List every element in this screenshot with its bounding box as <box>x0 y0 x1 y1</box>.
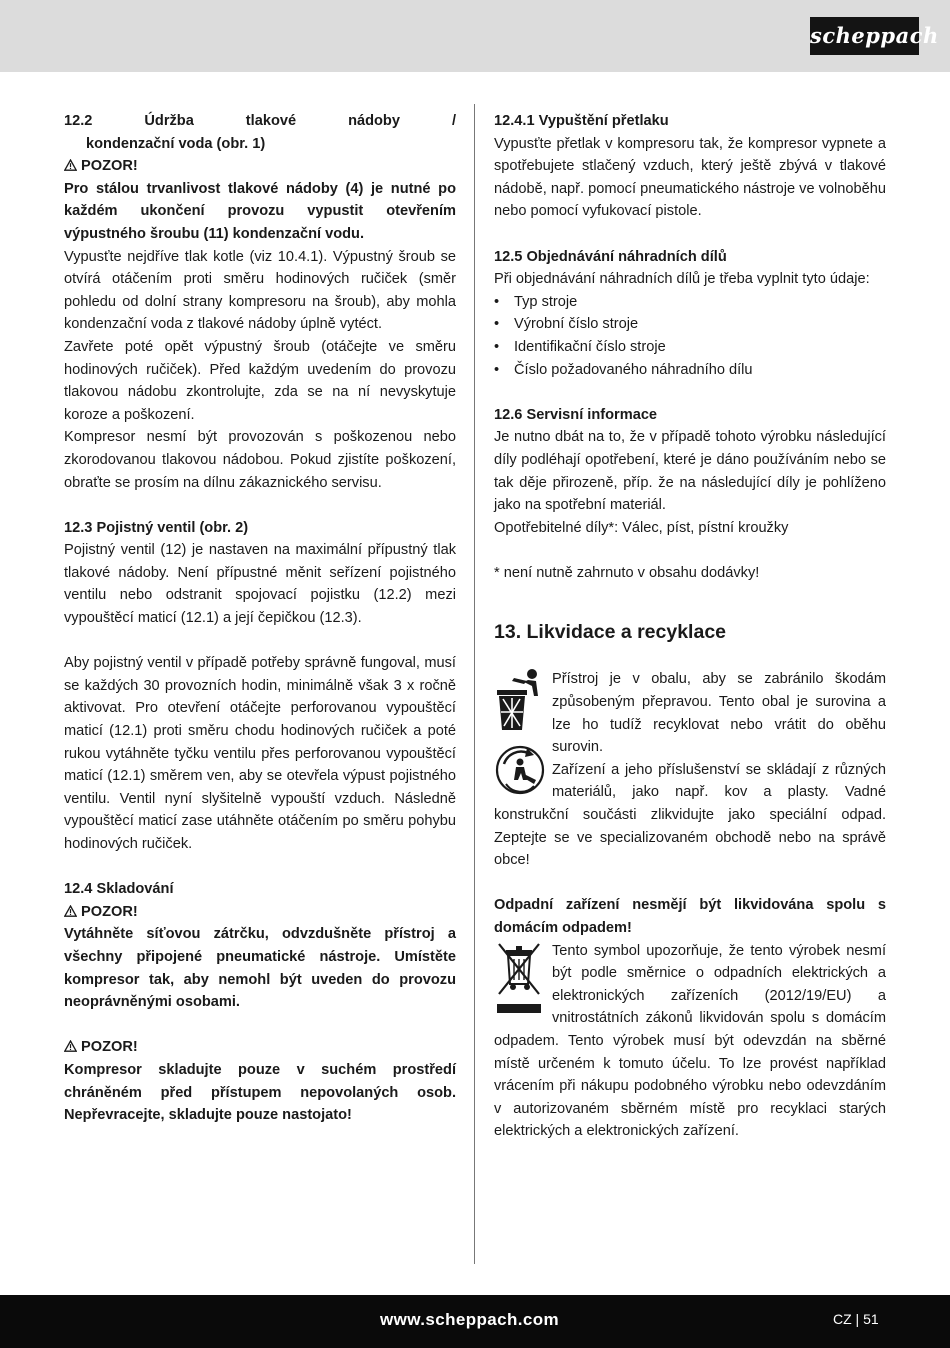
warning-icon <box>64 905 77 917</box>
paragraph: Aby pojistný ventil v případě potřeby správně fungoval, musí se každých 30 provozních hodin, minimálně však 3 x ročně aktivovat. Pro otevření otáčejte perforovanou vypouštěcí maticí (12.1) proti směru chodu hodinových ručiček a poté rukou vytáhněte tyčku ventilu přes perforovanou vypouštěcí maticí (12.1) směrem ven, aby se otevřela výpust pojistného ventilu. Ventil nyní slyšitelně vypouští vzduch. Následně vypouštěcí maticí zase utáhněte otáčením po směru pohybu hodinových ručiček. <box>64 655 456 852</box>
crossed-out-wheelie-bin-icon <box>494 940 544 1018</box>
list-item: • Výrobní číslo stroje <box>494 313 886 336</box>
paragraph: Zavřete poté opět výpustný šroub (otáčejte ve směru hodinových ručiček). Před každým uvedením do provozu tlakovou nádobu zkontrolujte, zda se na ní nevyskytuje koroze a poškození. <box>64 338 456 423</box>
warning-icon <box>64 159 77 171</box>
page-footer <box>0 1295 950 1348</box>
weee-symbol <box>494 940 552 1026</box>
paragraph: Při objednávání náhradních dílů je třeba vyplnit tyto údaje: <box>494 271 870 288</box>
paragraph: Opotřebitelné díly*: Válec, píst, pístní kroužky <box>494 519 789 536</box>
warning-3-text: Kompresor skladujte pouze v suchém prostředí chráněném před přístupem nepovolaných osob. Nepřevracejte, skladujte pouze nastojato! <box>64 1061 456 1124</box>
paragraph: Vypusťte přetlak v kompresoru tak, že kompresor vypnete a spotřebujete stlačený vzduch, který ještě zbývá v tlakové nádobě, např. pomocí pneumatického nástroje ve volnoběhu nebo pomocí vyfukovací pistole. <box>494 135 886 220</box>
page-header <box>0 0 950 72</box>
weee-heading: Odpadní zařízení nesmějí být likvidována spolu s domácím odpadem! <box>494 897 886 936</box>
section-12-4-1-title: 12.4.1 Vypuštění přetlaku <box>494 113 669 129</box>
right-column <box>494 110 886 1143</box>
footnote: * není nutně zahrnuto v obsahu dodávky! <box>494 564 760 581</box>
page-number: CZ | 51 <box>833 1311 879 1327</box>
warning-1-text: Pro stálou trvanlivost tlakové nádoby (4) je nutné po každém ukončení provozu vypustit otevřením výpustného šroubu (11) kondenzační vodu. <box>64 180 456 242</box>
warning-icon <box>64 1040 77 1052</box>
paragraph: Je nutno dbát na to, že v případě tohoto výrobku následující díly podléhají opotřebení, které je dáno používáním nebo se tak děje přirozeně, příp. že na následující díly je pohlíženo jako na spotřební materiál. <box>494 429 886 514</box>
warning-3-heading: POZOR! <box>64 1036 456 1059</box>
paragraph: Kompresor nesmí být provozován s poškozenou nebo zkorodovanou tlakovou nádobou. Pokud zjistíte poškození, obraťte se prosím na dílnu zákaznického servisu. <box>64 429 456 491</box>
paragraph: Přístroj je v obalu, aby se zabránilo škodám způsobeným přepravou. Tento obal je surovina a lze ho tudíž recyklovat nebo vrátit do oběhu surovin. <box>552 671 886 756</box>
spare-parts-list <box>494 291 886 381</box>
paragraph: Zařízení a jeho příslušenství se skládají z různých materiálů, jako např. kov a plasty. Vadné konstrukční součásti zlikvidujte jako speciální odpad. Zeptejte se ve specializovaném obchodě nebo na správě obce! <box>494 761 886 869</box>
section-12-6-title: 12.6 Servisní informace <box>494 406 658 423</box>
list-item: • Číslo požadovaného náhradního dílu <box>494 359 886 382</box>
paragraph: Vypusťte nejdříve tlak kotle (viz 10.4.1). Výpustný šroub se otvírá otáčením proti směru hodinových ručiček (směr pohledu od dolní strany kompresoru na šroub), aby mohla kondenzační voda z tlakové nádoby úplně vytéct. <box>64 248 456 333</box>
column-divider <box>474 104 475 1264</box>
paragraph: Pojistný ventil (12) je nastaven na maximální přípustný tlak tlakové nádoby. Není přípustné měnit seřízení pojistného ventilu nebo odstranit spojovací pojistku (12.2) mezi vypouštěcí maticí (12.1) a její čepičkou (12.3). <box>64 542 456 627</box>
section-13-title: 13. Likvidace a recyklace <box>494 621 727 644</box>
section-12-5-title: 12.5 Objednávání náhradních dílů <box>494 248 727 265</box>
brand-logo: scheppach <box>810 17 919 55</box>
website-link[interactable]: www.scheppach.com <box>380 1310 560 1329</box>
list-item: • Identifikační číslo stroje <box>494 336 886 359</box>
list-item: • Typ stroje <box>494 291 886 314</box>
recycling-icons <box>494 668 552 803</box>
section-12-2-subtitle: kondenzační voda (obr. 1) <box>86 135 266 152</box>
warning-1-heading: POZOR! <box>64 155 456 178</box>
section-12-4-title: 12.4 Skladování <box>64 881 174 898</box>
trash-bin-icon <box>494 668 546 730</box>
section-12-2-title: 12.2 Údržba tlakové nádoby / <box>64 113 456 129</box>
warning-2-heading: POZOR! <box>64 901 456 924</box>
left-column <box>64 110 456 1127</box>
warning-2-text: Vytáhněte síťovou zátrčku, odvzdušněte přístroj a všechny připojené pneumatické nástroje. Umístěte kompresor tak, aby nemohl být uveden do provozu neoprávněnými osobami. <box>64 926 456 1011</box>
paragraph: Tento symbol upozorňuje, že tento výrobek nesmí být podle směrnice o odpadních elektrických a elektronických zařízeních (2012/19/EU) a vnitrostátních zákonů likvidován spolu s domácím odpadem. Tento výrobek musí být odevzdán na sběrné místě určeném k tomuto účelu. To lze provést například vrácením při nákupu podobného výrobku nebo odevzdáním v autorizovaném sběrném místě pro recyklaci starých elektrických a elektronických zařízení. <box>494 942 886 1140</box>
recycling-icon <box>494 744 546 796</box>
section-12-3-title: 12.3 Pojistný ventil (obr. 2) <box>64 519 249 536</box>
